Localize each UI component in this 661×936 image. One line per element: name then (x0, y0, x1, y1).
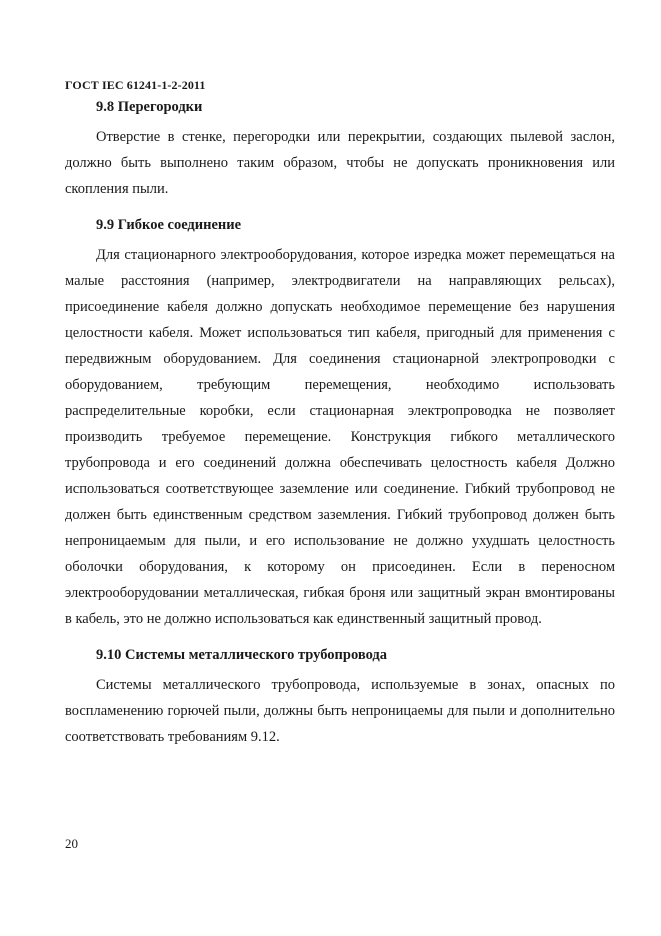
page-number: 20 (65, 836, 78, 851)
section-paragraph-9-10: Системы металлического трубопровода, используемые в зонах, опасных по воспламенению горючей пыли, должны быть непроницаемы для пыли и дополнительно соответствовать требованиям 9.12. (65, 677, 615, 745)
section-heading-9-8: 9.8 Перегородки (96, 99, 203, 115)
section-paragraph-9-9: Для стационарного электрооборудования, которое изредка может перемещаться на малые расстояния (например, электродвигатели на направляющих рельсах), присоединение кабеля должно допускать необходимое перемещение без нарушения целостности кабеля. Может использоваться тип кабеля, пригодный для применения с передвижным оборудованием. Для соединения стационарной электропроводки с оборудованием, требующим перемещения, необходимо использовать распределительные коробки, если стационарная электропроводка не позволяет производить требуемое перемещение. Конструкция гибкого металлического трубопровода и его соединений должна обеспечивать целостность кабеля Должно использоваться соответствующее заземление или соединение. Гибкий трубопровод не должен быть единственным средством заземления. Гибкий трубопровод должен быть непроницаемым для пыли, и его использование не должно ухудшать целостность оболочки оборудования, к которому он присоединен. Если в переносном электрооборудовании металлическая, гибкая броня или защитный экран вмонтированы в кабель, это не должно использоваться как единственный защитный провод. (65, 247, 615, 627)
standard-header: ГОСТ IEC 61241-1-2-2011 (65, 78, 206, 92)
section-heading-9-10: 9.10 Системы металлического трубопровода (96, 647, 387, 663)
document-body (65, 94, 615, 750)
section-heading-9-9: 9.9 Гибкое соединение (96, 217, 242, 233)
section-paragraph-9-8: Отверстие в стенке, перегородки или перекрытии, создающих пылевой заслон, должно быть выполнено таким образом, чтобы не допускать проникновения или скопления пыли. (65, 129, 615, 197)
